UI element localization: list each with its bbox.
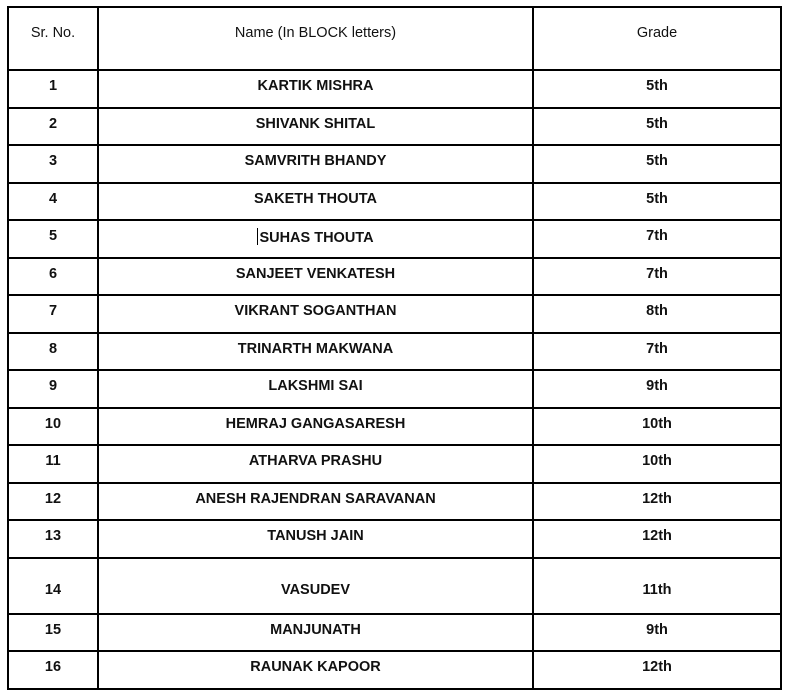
table-row [8, 370, 781, 408]
cell-sr-no[interactable]: 7 [8, 295, 98, 333]
table-row [8, 220, 781, 258]
cell-name[interactable]: VIKRANT SOGANTHAN [98, 295, 533, 333]
table-row [8, 108, 781, 146]
cell-grade[interactable]: 5th [533, 70, 781, 108]
table-row [8, 333, 781, 371]
cell-name[interactable]: RAUNAK KAPOOR [98, 651, 533, 689]
table-row [8, 558, 781, 614]
cell-sr-no[interactable]: 9 [8, 370, 98, 408]
cell-grade[interactable]: 8th [533, 295, 781, 333]
cell-sr-no[interactable]: 8 [8, 333, 98, 371]
cell-name[interactable]: ATHARVA PRASHU [98, 445, 533, 483]
cell-sr-no[interactable]: 3 [8, 145, 98, 183]
cell-name[interactable]: LAKSHMI SAI [98, 370, 533, 408]
cell-name[interactable]: MANJUNATH [98, 614, 533, 652]
table-row [8, 70, 781, 108]
cell-sr-no[interactable]: 1 [8, 70, 98, 108]
cell-sr-no[interactable]: 12 [8, 483, 98, 521]
cell-grade[interactable]: 9th [533, 614, 781, 652]
cell-name[interactable]: SAMVRITH BHANDY [98, 145, 533, 183]
cell-name[interactable]: ANESH RAJENDRAN SARAVANAN [98, 483, 533, 521]
table-row [8, 614, 781, 652]
cell-sr-no[interactable]: 4 [8, 183, 98, 221]
header-grade[interactable]: Grade [533, 7, 781, 70]
cell-name[interactable]: SHIVANK SHITAL [98, 108, 533, 146]
table-row [8, 258, 781, 296]
cell-grade[interactable]: 12th [533, 651, 781, 689]
header-name[interactable]: Name (In BLOCK letters) [98, 7, 533, 70]
table-row [8, 408, 781, 446]
cell-grade[interactable]: 5th [533, 108, 781, 146]
cell-sr-no[interactable]: 13 [8, 520, 98, 558]
cell-name[interactable]: VASUDEV [98, 558, 533, 614]
table-row [8, 295, 781, 333]
cell-grade[interactable]: 5th [533, 145, 781, 183]
cell-name[interactable]: TRINARTH MAKWANA [98, 333, 533, 371]
cell-grade[interactable]: 7th [533, 220, 781, 258]
cell-sr-no[interactable]: 11 [8, 445, 98, 483]
cell-sr-no[interactable]: 10 [8, 408, 98, 446]
cell-name[interactable]: TANUSH JAIN [98, 520, 533, 558]
cell-sr-no[interactable]: 2 [8, 108, 98, 146]
cell-sr-no[interactable]: 15 [8, 614, 98, 652]
cell-name[interactable]: HEMRAJ GANGASARESH [98, 408, 533, 446]
cell-grade[interactable]: 10th [533, 408, 781, 446]
table-row [8, 445, 781, 483]
table-row [8, 145, 781, 183]
table-header-row [8, 7, 781, 70]
cell-name-with-cursor[interactable] [98, 220, 533, 258]
table-row [8, 520, 781, 558]
cell-sr-no[interactable]: 16 [8, 651, 98, 689]
cell-name[interactable]: SAKETH THOUTA [98, 183, 533, 221]
cell-name[interactable]: KARTIK MISHRA [98, 70, 533, 108]
cell-grade[interactable]: 10th [533, 445, 781, 483]
cell-grade[interactable]: 7th [533, 333, 781, 371]
cell-sr-no[interactable]: 14 [8, 558, 98, 614]
cell-grade[interactable]: 7th [533, 258, 781, 296]
table-row [8, 483, 781, 521]
cell-grade[interactable]: 12th [533, 520, 781, 558]
cell-sr-no[interactable]: 5 [8, 220, 98, 258]
table-row [8, 651, 781, 689]
cell-name: SUHAS THOUTA [259, 230, 374, 246]
cell-grade[interactable]: 11th [533, 558, 781, 614]
cell-name[interactable]: SANJEET VENKATESH [98, 258, 533, 296]
cell-grade[interactable]: 9th [533, 370, 781, 408]
cell-grade[interactable]: 5th [533, 183, 781, 221]
header-sr-no[interactable]: Sr. No. [8, 7, 98, 70]
cell-grade[interactable]: 12th [533, 483, 781, 521]
table-row [8, 183, 781, 221]
cell-sr-no[interactable]: 6 [8, 258, 98, 296]
student-roster-table [7, 6, 782, 690]
